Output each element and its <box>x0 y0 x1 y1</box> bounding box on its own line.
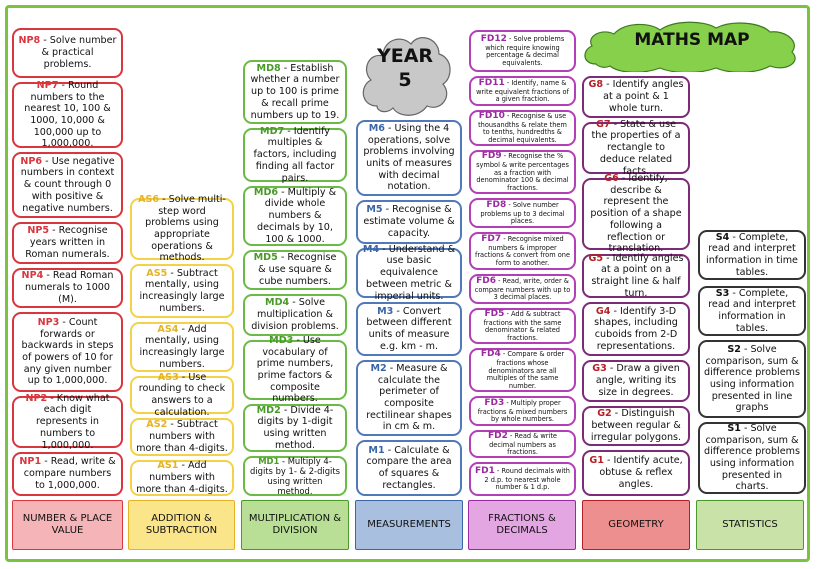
objective-g5: G5 - Identify angles at a point on a straight line & half turn. <box>582 254 690 298</box>
objective-g3: G3 - Draw a given angle, writing its size in degrees. <box>582 360 690 402</box>
objective-g7: G7 - State & use the properties of a rectangle to deduce related facts. <box>582 122 690 174</box>
objective-as4: AS4 - Add mentally, using increasingly large numbers. <box>130 322 234 372</box>
objective-s3: S3 - Complete, read and interpret information in tables. <box>698 286 806 336</box>
objective-text: Multiply proper fractions & mixed numbers by whole numbers. <box>477 398 568 424</box>
objective-g1: G1 - Identify acute, obtuse & reflex angles. <box>582 450 690 496</box>
objective-text: Divide 4-digits by 1-digit using written method. <box>257 404 334 451</box>
objective-code: FD8 <box>486 199 507 210</box>
objective-md5: MD5 - Recognise & use square & cube numbers. <box>243 250 347 290</box>
objective-text: Use vocabulary of prime numbers, prime factors & composite numbers. <box>256 334 334 405</box>
objective-code: AS2 <box>146 419 168 431</box>
objective-np8: NP8 - Solve number & practical problems. <box>12 28 123 78</box>
objective-code: S4 <box>715 231 730 243</box>
objective-text: Measure & calculate the perimeter of composite rectilinear shapes in cm & m. <box>366 362 452 433</box>
objective-text: Distinguish between regular & irregular polygons. <box>590 408 682 443</box>
objective-text: Complete, read and interpret information in tables. <box>708 287 796 334</box>
objective-code: NP6 <box>20 155 43 167</box>
objective-md6: MD6 - Multiply & divide whole numbers & decimals by 10, 100 & 1000. <box>243 186 347 246</box>
objective-text: Round numbers to the nearest 10, 100 & 1000, 10,000 & 100,000 up to 1,000,000. <box>24 79 111 150</box>
column-label: GEOMETRY <box>608 518 664 530</box>
objective-code: M1 <box>368 444 385 456</box>
objective-code: G6 <box>604 173 619 185</box>
objective-code: MD4 <box>265 297 290 309</box>
objective-code: FD12 <box>480 34 507 45</box>
objective-text: Understand & use basic equivalence between metric & imperial units. <box>366 243 456 302</box>
column-header-number <box>12 500 123 550</box>
objective-np6: NP6 - Use negative numbers in context & count through 0 with positive & negative numbers. <box>12 152 123 218</box>
objective-as3: AS3 - Use rounding to check answers to a calculation. <box>130 376 234 414</box>
column-header-multiplication <box>241 500 349 550</box>
objective-np7: NP7 - Round numbers to the nearest 10, 100 & 1000, 10,000 & 100,000 up to 1,000,000. <box>12 82 123 148</box>
column-label: MEASUREMENTS <box>367 518 451 530</box>
column-label: MULTIPLICATION & DIVISION <box>248 512 342 536</box>
column-header-addition <box>128 500 235 550</box>
objective-s4: S4 - Complete, read and interpret information in time tables. <box>698 230 806 280</box>
objective-m6: M6 - Using the 4 operations, solve problems involving units of measures with decimal notation. <box>356 120 462 196</box>
objective-text: Identify 3-D shapes, including cuboids from 2-D representations. <box>594 305 678 352</box>
objective-fd7: FD7 - Recognise mixed numbers & improper fractions & convert from one form to another. <box>469 232 576 270</box>
objective-fd11: FD11 - Identify, name & write equivalent fractions of a given fraction. <box>469 76 576 106</box>
objective-code: S2 <box>727 343 741 355</box>
objective-md8: MD8 - Establish whether a number up to 100 is prime & recall prime numbers up to 19. <box>243 60 347 124</box>
objective-code: FD4 <box>480 349 501 360</box>
objective-code: G8 <box>588 79 604 91</box>
year-label: YEAR 5 <box>376 45 434 91</box>
objective-as6: AS6 - Solve multi-step word problems using appropriate operations & methods. <box>130 198 234 260</box>
objective-g8: G8 - Identify angles at a point & 1 whole turn. <box>582 76 690 118</box>
objective-text: Subtract mentally, using increasingly large numbers. <box>139 267 225 314</box>
objective-m1: M1 - Calculate & compare the area of squares & rectangles. <box>356 440 462 496</box>
objective-text: Identify multiples & factors, including finding all factor pairs. <box>253 125 337 184</box>
objective-text: Use negative numbers in context & count through 0 with positive & negative numbers. <box>20 155 115 214</box>
objective-m2: M2 - Measure & calculate the perimeter of composite rectilinear shapes in cm & m. <box>356 360 462 436</box>
column-header-fractions <box>468 500 576 550</box>
objective-fd6: FD6 - Read, write, order & compare numbers with up to 3 decimal places. <box>469 274 576 304</box>
objective-code: M3 <box>377 305 394 317</box>
objective-code: MD2 <box>256 404 281 416</box>
objective-md2: MD2 - Divide 4-digits by 1-digit using written method. <box>243 404 347 452</box>
objective-text: Know what each digit represents in numbers to 1,000,000. <box>36 392 110 451</box>
objective-code: FD1 <box>475 465 495 476</box>
objective-text: Add & subtract fractions with the same denominator & related fractions. <box>483 310 562 343</box>
map-title: MATHS MAP <box>634 30 750 50</box>
objective-text: Solve comparison, sum & difference problems using information presented in charts. <box>704 422 800 493</box>
objective-text: Solve comparison, sum & difference problems using information presented in line graphs <box>704 343 800 414</box>
objective-code: MD5 <box>253 252 278 264</box>
column-label: FRACTIONS & DECIMALS <box>488 512 556 536</box>
objective-text: Identify acute, obtuse & reflex angles. <box>599 455 683 490</box>
objective-code: MD6 <box>253 186 279 198</box>
objective-as1: AS1 - Add numbers with more than 4-digits. <box>130 460 234 496</box>
objective-text: Read Roman numerals to 1000 (M). <box>24 270 114 305</box>
objective-text: Count forwards or backwards in steps of powers of 10 for any given number up to 1,000,000. <box>21 316 114 387</box>
objective-code: FD11 <box>478 77 505 88</box>
objective-text: Draw a given angle, writing its size in degrees. <box>595 363 680 398</box>
objective-code: M6 <box>368 122 385 134</box>
objective-code: NP7 <box>36 79 59 91</box>
objective-text: Round decimals with 2 d.p. to nearest whole number & 1 d.p. <box>484 466 570 492</box>
column-label: NUMBER & PLACE VALUE <box>22 512 113 536</box>
objective-g6: G6 - Identify, describe & represent the position of a shape following a reflection or translation. <box>582 178 690 250</box>
column-label: ADDITION & SUBTRACTION <box>145 512 218 536</box>
objective-code: FD10 <box>478 111 505 122</box>
objective-fd9: FD9 - Recognise the % symbol & write percentages as a fraction with denominator 100 & decimal fractions. <box>469 150 576 194</box>
objective-s1: S1 - Solve comparison, sum & difference problems using information presented in charts. <box>698 422 806 494</box>
objective-g4: G4 - Identify 3-D shapes, including cuboids from 2-D representations. <box>582 302 690 356</box>
objective-text: Solve number problems up to 3 decimal places. <box>480 200 565 226</box>
objective-text: Identify angles at a point on a straight line & half turn. <box>591 252 684 299</box>
objective-fd12: FD12 - Solve problems which require knowing percentage & decimal equivalents. <box>469 30 576 72</box>
objective-text: Read, write & compare numbers to 1,000,000. <box>23 456 116 491</box>
objective-text: Multiply & divide whole numbers & decimals by 10, 100 & 1000. <box>257 186 337 245</box>
objective-text: Using the 4 operations, solve problems involving units of measures with decimal notation. <box>363 122 455 193</box>
objective-np4: NP4 - Read Roman numerals to 1000 (M). <box>12 268 123 308</box>
objective-text: Recognise the % symbol & write percentages as a fraction with denominator 100 & decimal fractions. <box>476 152 569 193</box>
objective-text: Recognise & estimate volume & capacity. <box>363 204 455 239</box>
objective-text: Subtract numbers with more than 4-digits. <box>136 419 228 454</box>
objective-text: Use rounding to check answers to a calculation. <box>138 371 226 418</box>
objective-code: AS5 <box>146 267 168 279</box>
objective-text: Recognise & use square & cube numbers. <box>258 252 337 287</box>
objective-np2: NP2 - Know what each digit represents in numbers to 1,000,000. <box>12 396 123 448</box>
objective-code: FD5 <box>484 309 505 320</box>
objective-md7: MD7 - Identify multiples & factors, including finding all factor pairs. <box>243 128 347 182</box>
objective-text: Add mentally, using increasingly large numbers. <box>139 323 225 370</box>
objective-code: G1 <box>589 455 604 467</box>
column-header-geometry <box>582 500 690 550</box>
objective-md3: MD3 - Use vocabulary of prime numbers, prime factors & composite numbers. <box>243 340 347 400</box>
objective-code: M5 <box>366 204 383 216</box>
objective-m5: M5 - Recognise & estimate volume & capacity. <box>356 200 462 244</box>
objective-text: Identify, describe & represent the position of a shape following a reflection or translation. <box>590 173 682 255</box>
objective-text: Identify angles at a point & 1 whole turn. <box>603 79 684 114</box>
objective-code: NP8 <box>18 35 41 47</box>
objective-code: G3 <box>592 363 607 375</box>
objective-code: G5 <box>588 252 604 264</box>
objective-code: NP1 <box>19 456 42 468</box>
objective-code: S3 <box>715 287 730 299</box>
objective-code: G7 <box>595 118 611 130</box>
objective-code: MD3 <box>269 334 294 346</box>
objective-fd8: FD8 - Solve number problems up to 3 decimal places. <box>469 198 576 228</box>
column-header-measurements <box>355 500 463 550</box>
objective-code: AS3 <box>157 371 179 383</box>
objective-m3: M3 - Convert between different units of measure e.g. km - m. <box>356 302 462 356</box>
objective-code: M2 <box>370 362 387 374</box>
objective-code: NP5 <box>27 225 50 237</box>
objective-fd1: FD1 - Round decimals with 2 d.p. to nearest whole number & 1 d.p. <box>469 462 576 496</box>
objective-g2: G2 - Distinguish between regular & irregular polygons. <box>582 406 690 446</box>
objective-code: G4 <box>595 305 611 317</box>
column-label: STATISTICS <box>722 518 778 530</box>
objective-fd2: FD2 - Read & write decimal numbers as fractions. <box>469 430 576 458</box>
objective-fd10: FD10 - Recognise & use thousandths & relate them to tenths, hundredths & decimal equivalents. <box>469 110 576 146</box>
objective-text: Read & write decimal numbers as fractions. <box>489 431 557 457</box>
objective-m4: M4 - Understand & use basic equivalence between metric & imperial units. <box>356 248 462 298</box>
objective-fd5: FD5 - Add & subtract fractions with the same denominator & related fractions. <box>469 308 576 344</box>
objective-as2: AS2 - Subtract numbers with more than 4-digits. <box>130 418 234 456</box>
objective-code: AS4 <box>157 323 179 335</box>
objective-s2: S2 - Solve comparison, sum & difference problems using information presented in line graphs <box>698 340 806 418</box>
objective-code: M4 <box>362 243 380 255</box>
objective-code: S1 <box>727 422 741 434</box>
objective-code: MD8 <box>256 62 281 74</box>
objective-text: Convert between different units of measure e.g. km - m. <box>366 305 452 352</box>
objective-text: Solve multi-step word problems using appropriate operations & methods. <box>145 193 226 264</box>
objective-code: FD7 <box>481 234 502 245</box>
objective-text: Establish whether a number up to 100 is prime & recall prime numbers up to 19. <box>250 62 340 121</box>
objective-np3: NP3 - Count forwards or backwards in steps of powers of 10 for any given number up to 1,000,000. <box>12 312 123 392</box>
objective-code: FD9 <box>481 151 502 162</box>
objective-text: State & use the properties of a rectangle to deduce related facts. <box>591 118 681 177</box>
objective-md1: MD1 - Multiply 4-digits by 1- & 2-digits using written method. <box>243 456 347 496</box>
objective-code: G2 <box>597 408 612 420</box>
objective-text: Calculate & compare the area of squares & rectangles. <box>366 444 452 491</box>
objective-text: Add numbers with more than 4-digits. <box>136 460 228 495</box>
objective-np5: NP5 - Recognise years written in Roman numerals. <box>12 222 123 264</box>
objective-fd4: FD4 - Compare & order fractions whose denominators are all multiples of the same number. <box>469 348 576 392</box>
objective-text: Read, write, order & compare numbers with up to 3 decimal places. <box>474 276 571 302</box>
column-header-statistics <box>696 500 804 550</box>
objective-code: AS1 <box>157 460 179 472</box>
objective-text: Solve number & practical problems. <box>41 35 117 70</box>
objective-code: FD2 <box>488 430 508 441</box>
objective-md4: MD4 - Solve multiplication & division problems. <box>243 294 347 336</box>
objective-text: Solve problems which require knowing percentage & decimal equivalents. <box>485 35 565 68</box>
objective-text: Identify, name & write equivalent fractions of a given fraction. <box>476 78 569 104</box>
objective-code: MD1 <box>258 455 280 466</box>
objective-code: FD3 <box>484 397 505 408</box>
objective-fd3: FD3 - Multiply proper fractions & mixed numbers by whole numbers. <box>469 396 576 426</box>
objective-text: Solve multiplication & division problems. <box>251 297 339 332</box>
objective-text: Recognise mixed numbers & improper fractions & convert from one form to another. <box>475 235 570 268</box>
objective-text: Compare & order fractions whose denominators are all multiples of the same number. <box>486 350 565 391</box>
objective-code: NP4 <box>21 270 44 282</box>
objective-code: AS6 <box>138 193 160 205</box>
objective-code: MD7 <box>260 125 285 137</box>
objective-code: NP3 <box>37 316 60 328</box>
objective-code: FD6 <box>476 275 496 286</box>
objective-np1: NP1 - Read, write & compare numbers to 1,000,000. <box>12 452 123 496</box>
objective-text: Recognise years written in Roman numerals. <box>25 225 110 260</box>
objective-text: Complete, read and interpret information in time tables. <box>706 231 798 278</box>
objective-text: Recognise & use thousandths & relate them to tenths, hundredths & decimal equivalents. <box>478 112 567 145</box>
objective-text: Multiply 4-digits by 1- & 2-digits using written method. <box>249 455 341 497</box>
objective-as5: AS5 - Subtract mentally, using increasingly large numbers. <box>130 264 234 318</box>
objective-code: NP2 <box>25 392 48 404</box>
